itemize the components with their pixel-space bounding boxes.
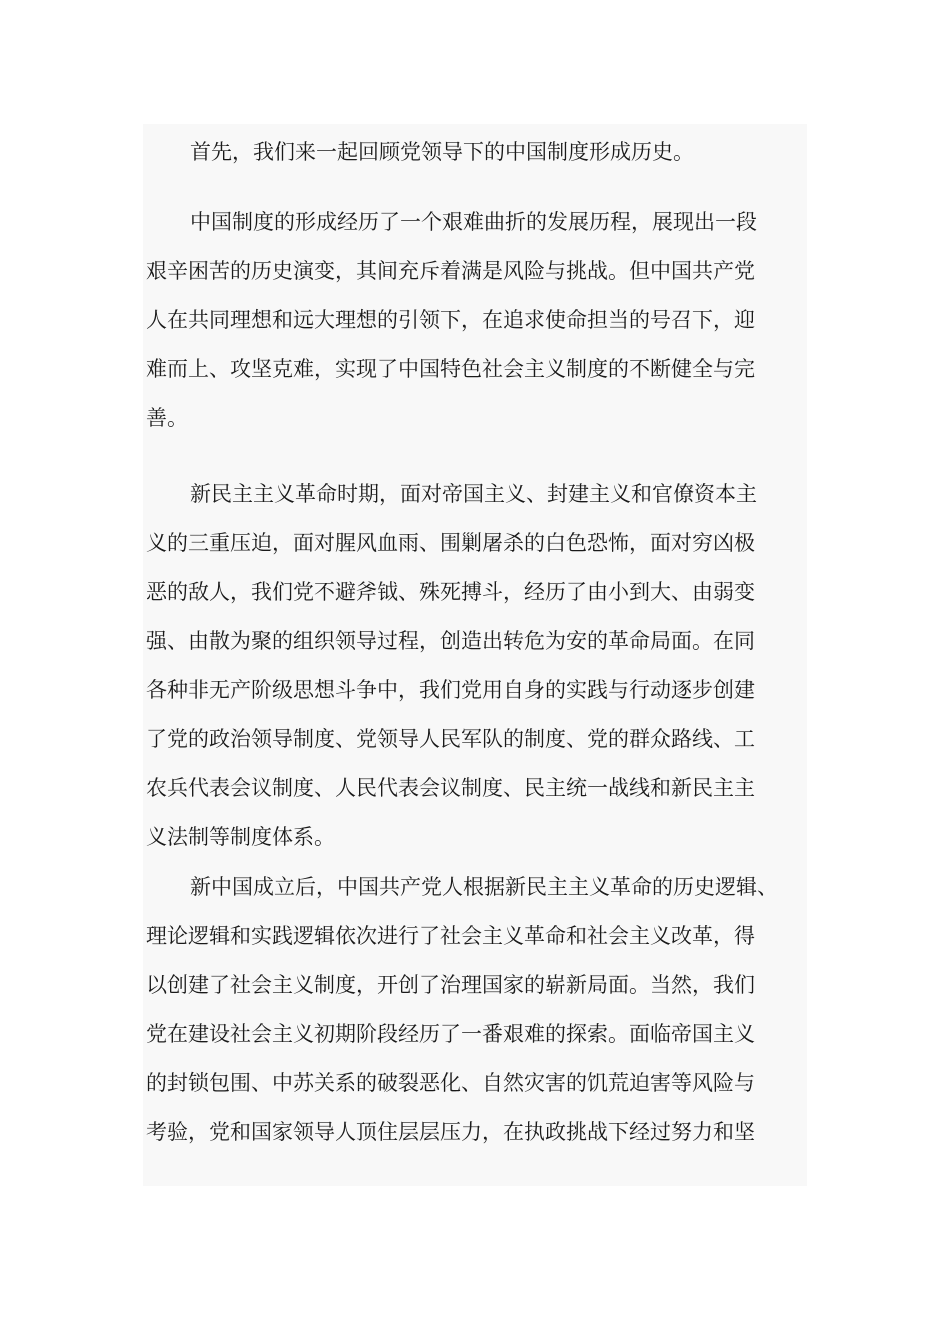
paragraph-3-line-5: 各种非无产阶级思想斗争中，我们党用自身的实践与行动逐步创建 xyxy=(146,678,755,702)
paragraph-3 xyxy=(146,470,866,862)
paragraph-4-line-6: 考验，党和国家领导人顶住层层压力，在执政挑战下经过努力和坚 xyxy=(146,1120,755,1144)
paragraph-2-line-3: 人在共同理想和远大理想的引领下，在追求使命担当的号召下，迎 xyxy=(146,308,755,332)
paragraph-1 xyxy=(146,128,866,177)
paragraph-2-line-2: 艰辛困苦的历史演变，其间充斥着满是风险与挑战。但中国共产党 xyxy=(146,259,755,283)
paragraph-2-line-5: 善。 xyxy=(146,406,188,430)
paragraph-4-line-4: 党在建设社会主义初期阶段经历了一番艰难的探索。面临帝国主义 xyxy=(146,1022,755,1046)
paragraph-1-line-1: 首先，我们来一起回顾党领导下的中国制度形成历史。 xyxy=(190,140,694,164)
paragraph-3-line-6: 了党的政治领导制度、党领导人民军队的制度、党的群众路线、工 xyxy=(146,727,755,751)
paragraph-3-line-8: 义法制等制度体系。 xyxy=(146,825,335,849)
paragraph-3-line-3: 恶的敌人，我们党不避斧钺、殊死搏斗，经历了由小到大、由弱变 xyxy=(146,580,755,604)
paragraph-2-line-4: 难而上、攻坚克难，实现了中国特色社会主义制度的不断健全与完 xyxy=(146,357,755,381)
paragraph-2-line-1: 中国制度的形成经历了一个艰难曲折的发展历程，展现出一段 xyxy=(190,210,757,234)
paragraph-4-line-3: 以创建了社会主义制度，开创了治理国家的崭新局面。当然，我们 xyxy=(146,973,755,997)
paragraph-3-line-2: 义的三重压迫，面对腥风血雨、围剿屠杀的白色恐怖，面对穷凶极 xyxy=(146,531,755,555)
paragraph-4 xyxy=(146,863,866,1157)
paragraph-3-line-4: 强、由散为聚的组织领导过程，创造出转危为安的革命局面。在同 xyxy=(146,629,755,653)
paragraph-4-line-1: 新中国成立后，中国共产党人根据新民主主义革命的历史逻辑、 xyxy=(190,875,778,899)
paragraph-4-line-5: 的封锁包围、中苏关系的破裂恶化、自然灾害的饥荒迫害等风险与 xyxy=(146,1071,755,1095)
paragraph-3-line-1: 新民主主义革命时期，面对帝国主义、封建主义和官僚资本主 xyxy=(190,482,757,506)
paragraph-3-line-7: 农兵代表会议制度、人民代表会议制度、民主统一战线和新民主主 xyxy=(146,776,755,800)
paragraph-4-line-2: 理论逻辑和实践逻辑依次进行了社会主义革命和社会主义改革，得 xyxy=(146,924,755,948)
paragraph-2 xyxy=(146,198,866,443)
